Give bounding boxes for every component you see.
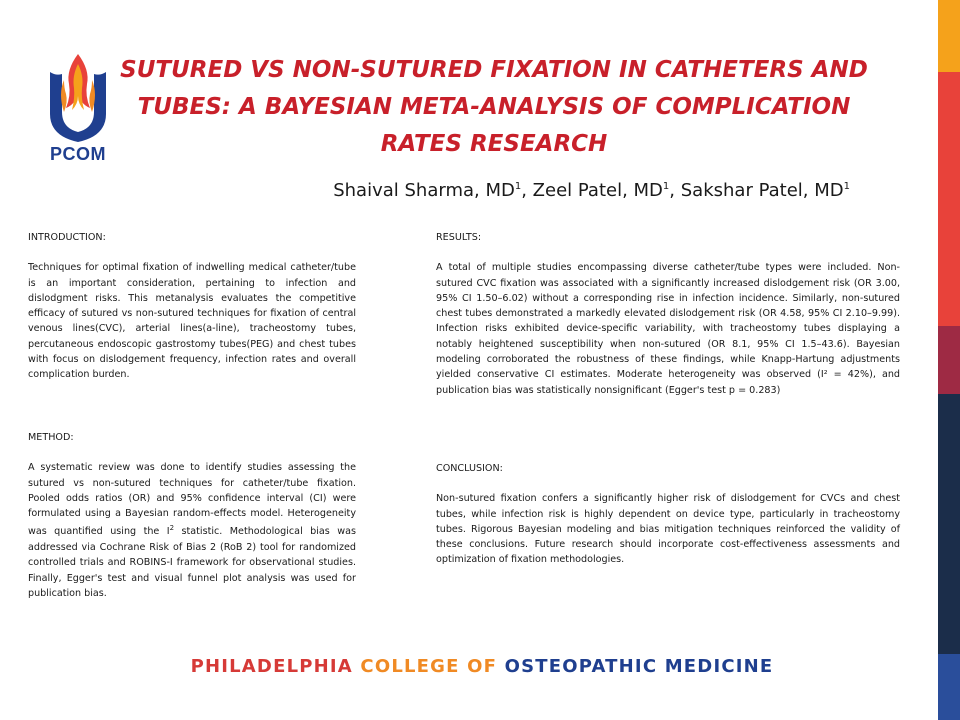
results-heading: RESULTS: — [436, 232, 482, 243]
author-name: Sakshar Patel, MD — [680, 180, 844, 201]
author-affiliation: 1 — [662, 181, 670, 192]
footer-part: PHILADELPHIA — [190, 656, 361, 677]
introduction-body: Techniques for optimal fixation of indwelling medical catheter/tube is an important consideration, pertaining to infection and dislodgment risks. This metanalysis evaluates the competitive efficacy of sutured vs non-sutured techniques for fixation of central venous lines(CVC), arterial lines(a-line), tracheostomy tubes, percutaneous endoscopic gastrostomy tubes(PEG) and chest tubes with focus on dislodgement frequency, infection rates and overall complication burden. — [28, 262, 356, 381]
author-separator: , — [669, 180, 681, 201]
bar-segment-red — [938, 72, 960, 326]
author-affiliation: 1 — [514, 181, 522, 192]
author-separator: , — [521, 180, 533, 201]
author-name: Zeel Patel, MD — [532, 180, 663, 201]
method-body — [28, 460, 356, 601]
bar-segment-orange — [938, 0, 960, 72]
conclusion-heading: CONCLUSION: — [436, 463, 503, 474]
method-superscript: 2 — [169, 524, 175, 533]
bar-segment-navy — [938, 394, 960, 654]
flame-shield-icon — [42, 50, 114, 144]
method-heading: METHOD: — [28, 432, 74, 443]
bar-segment-maroon — [938, 326, 960, 394]
poster-title: SUTURED VS NON-SUTURED FIXATION IN CATHETERS AND TUBES: A BAYESIAN META-ANALYSIS OF COMPLICATION RATES RESEARCH — [120, 57, 868, 157]
conclusion-section — [436, 461, 900, 568]
results-section — [436, 230, 900, 398]
method-body-text: A systematic review was done to identify studies assessing the sutured vs non-sutured techniques for catheter/tube fixation. Pooled odds ratios (OR) and 95% confidence interval (CI) were formulated using a Bayesian random-effects model. Heterogeneity was quantified using the I — [28, 462, 356, 538]
method-body-text: statistic. Methodological bias was addressed via Cochrane Risk of Bias 2 (RoB 2) tool for randomized controlled trials and ROBINS-I framework for observational studies. Finally, Egger's test and visual funnel plot analysis was used for publication bias. — [28, 526, 356, 599]
method-section — [28, 430, 356, 601]
logo-text: PCOM — [50, 144, 106, 164]
introduction-section — [28, 230, 356, 383]
right-color-bar — [938, 0, 960, 720]
introduction-heading: INTRODUCTION: — [28, 232, 106, 243]
results-body: A total of multiple studies encompassing diverse catheter/tube types were included. Non-sutured CVC fixation was associated with a significantly increased dislodgement risk (OR 3.00, 95% CI 1.50–6.02) without a corresponding rise in infection incidence. Similarly, non-sutured chest tubes demonstrated a markedly elevated dislodgement risk (OR 4.58, 95% CI 2.10–9.99). Infection risks exhibited device-specific variability, with tracheostomy tubes displaying a notably heightened susceptibility when non-sutured (OR 8.1, 95% CI 1.5–43.6). Bayesian modeling corroborated the robustness of these findings, while Knapp-Hartung adjustments yielded conservative CI estimates. Moderate heterogeneity was observed (I² = 42%), and publication bias was statistically nonsignificant (Egger's test p = 0.283) — [436, 262, 900, 396]
institution-footer — [190, 656, 774, 677]
conclusion-body: Non-sutured fixation confers a significantly higher risk of dislodgement for CVCs and chest tubes, while infection risk is highly dependent on device type, particularly in tracheostomy tubes. Rigorous Bayesian modeling and bias mitigation techniques reinforced the validity of these conclusions. Future research should incorporate cost-effectiveness assessments and optimization of fixation methodologies. — [436, 493, 900, 566]
footer-part: OSTEOPATHIC MEDICINE — [504, 656, 774, 677]
footer-part: COLLEGE OF — [360, 656, 505, 677]
author-name: Shaival Sharma, MD — [333, 180, 515, 201]
author-affiliation: 1 — [843, 181, 850, 192]
author-list — [150, 180, 850, 201]
pcom-logo — [42, 50, 114, 170]
bar-segment-blue — [938, 654, 960, 720]
